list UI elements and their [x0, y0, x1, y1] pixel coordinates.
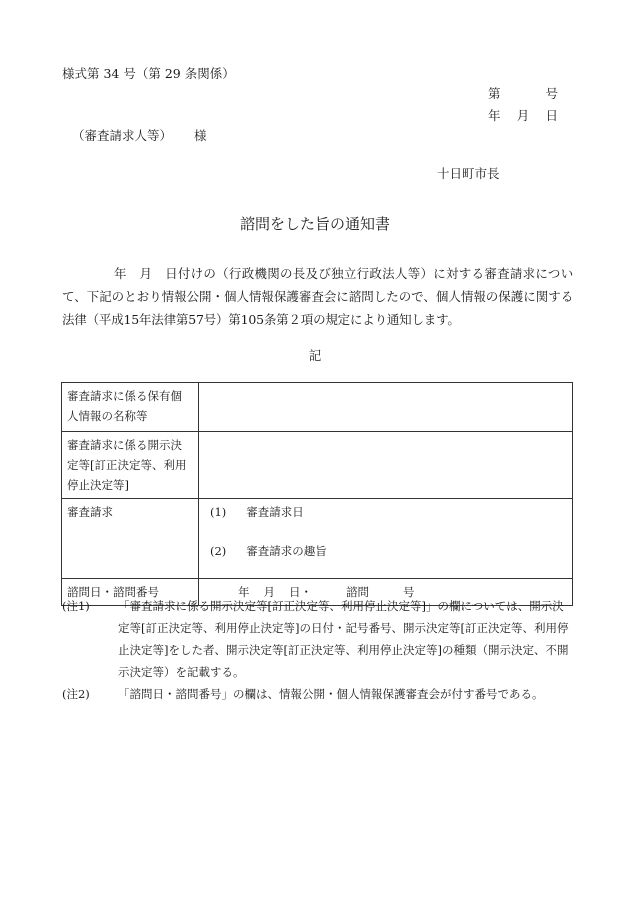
issuer: 十日町市長: [437, 166, 500, 181]
note-1-mark: (注1): [62, 599, 90, 613]
row-label-decision: 審査請求に係る開示決定等[訂正決定等、利用停止決定等]: [62, 432, 199, 499]
row-value-decision: [199, 432, 573, 499]
note-1-text: 「審査請求に係る開示決定等[訂正決定等、利用停止決定等]」の欄については、開示決定等[訂正決定等、利用停止決定等]の日付・記号番号、開示決定等[訂正決定等、利用停止決定等]をした者、開示決定等[訂正決定等、利用停止決定等]の種類（開示決定、不開示決定等）を記載する。: [118, 599, 569, 679]
table-row: [62, 432, 573, 499]
note-2-text: 「諮問日・諮問番号」の欄は、情報公開・個人情報保護審査会が付す番号である。: [118, 687, 544, 701]
doc-number-prefix: 第: [488, 86, 501, 101]
addressee-name: （審査請求人等）: [72, 128, 173, 143]
document-number: [488, 84, 558, 102]
row-value-request: [199, 499, 573, 579]
notes: [62, 595, 574, 705]
addressee: [72, 126, 207, 144]
note-1: [62, 595, 574, 683]
inquiry-month: 月: [263, 585, 275, 599]
row-label-info-name: 審査請求に係る保有個人情報の名称等: [62, 383, 199, 432]
document-date: [488, 106, 558, 124]
info-table: [61, 382, 573, 606]
date-day: 日: [545, 108, 558, 123]
row-label-inquiry: 諮問日・諮問番号: [62, 579, 199, 606]
table-row: [62, 383, 573, 432]
form-number: 様式第 34 号（第 29 条関係）: [62, 66, 235, 81]
date-year: 年: [488, 108, 501, 123]
date-month: 月: [516, 108, 530, 123]
document-title: 諮問をした旨の通知書: [239, 215, 390, 233]
table-row: [62, 499, 573, 579]
request-item-1-label: 審査請求日: [246, 505, 304, 519]
row-label-request: 審査請求: [62, 499, 199, 579]
honorific: 様: [194, 128, 207, 143]
ki-heading: 記: [308, 348, 322, 363]
note-2-mark: (注2): [62, 687, 90, 701]
request-item-2: [204, 541, 567, 561]
body-text: 年 月 日付けの（行政機関の長及び独立行政法人等）に対する審査請求について、下記のとおり情報公開・個人情報保護審査会に諮問したので、個人情報の保護に関する法律（平成15年法律第57号）第105条第２項の規定により通知します。: [62, 266, 573, 327]
inquiry-day: 日・: [289, 585, 312, 599]
inquiry-number: 号: [403, 585, 415, 599]
request-item-1: [204, 502, 567, 522]
note-2: [62, 683, 574, 705]
doc-number-suffix: 号: [545, 86, 558, 101]
request-item-2-label: 審査請求の趣旨: [246, 544, 327, 558]
row-value-info-name: [199, 383, 573, 432]
request-item-1-no: (1): [210, 505, 227, 519]
inquiry-year: 年: [238, 585, 250, 599]
inquiry-label: 諮問: [346, 585, 369, 599]
request-item-2-no: (2): [210, 544, 227, 558]
